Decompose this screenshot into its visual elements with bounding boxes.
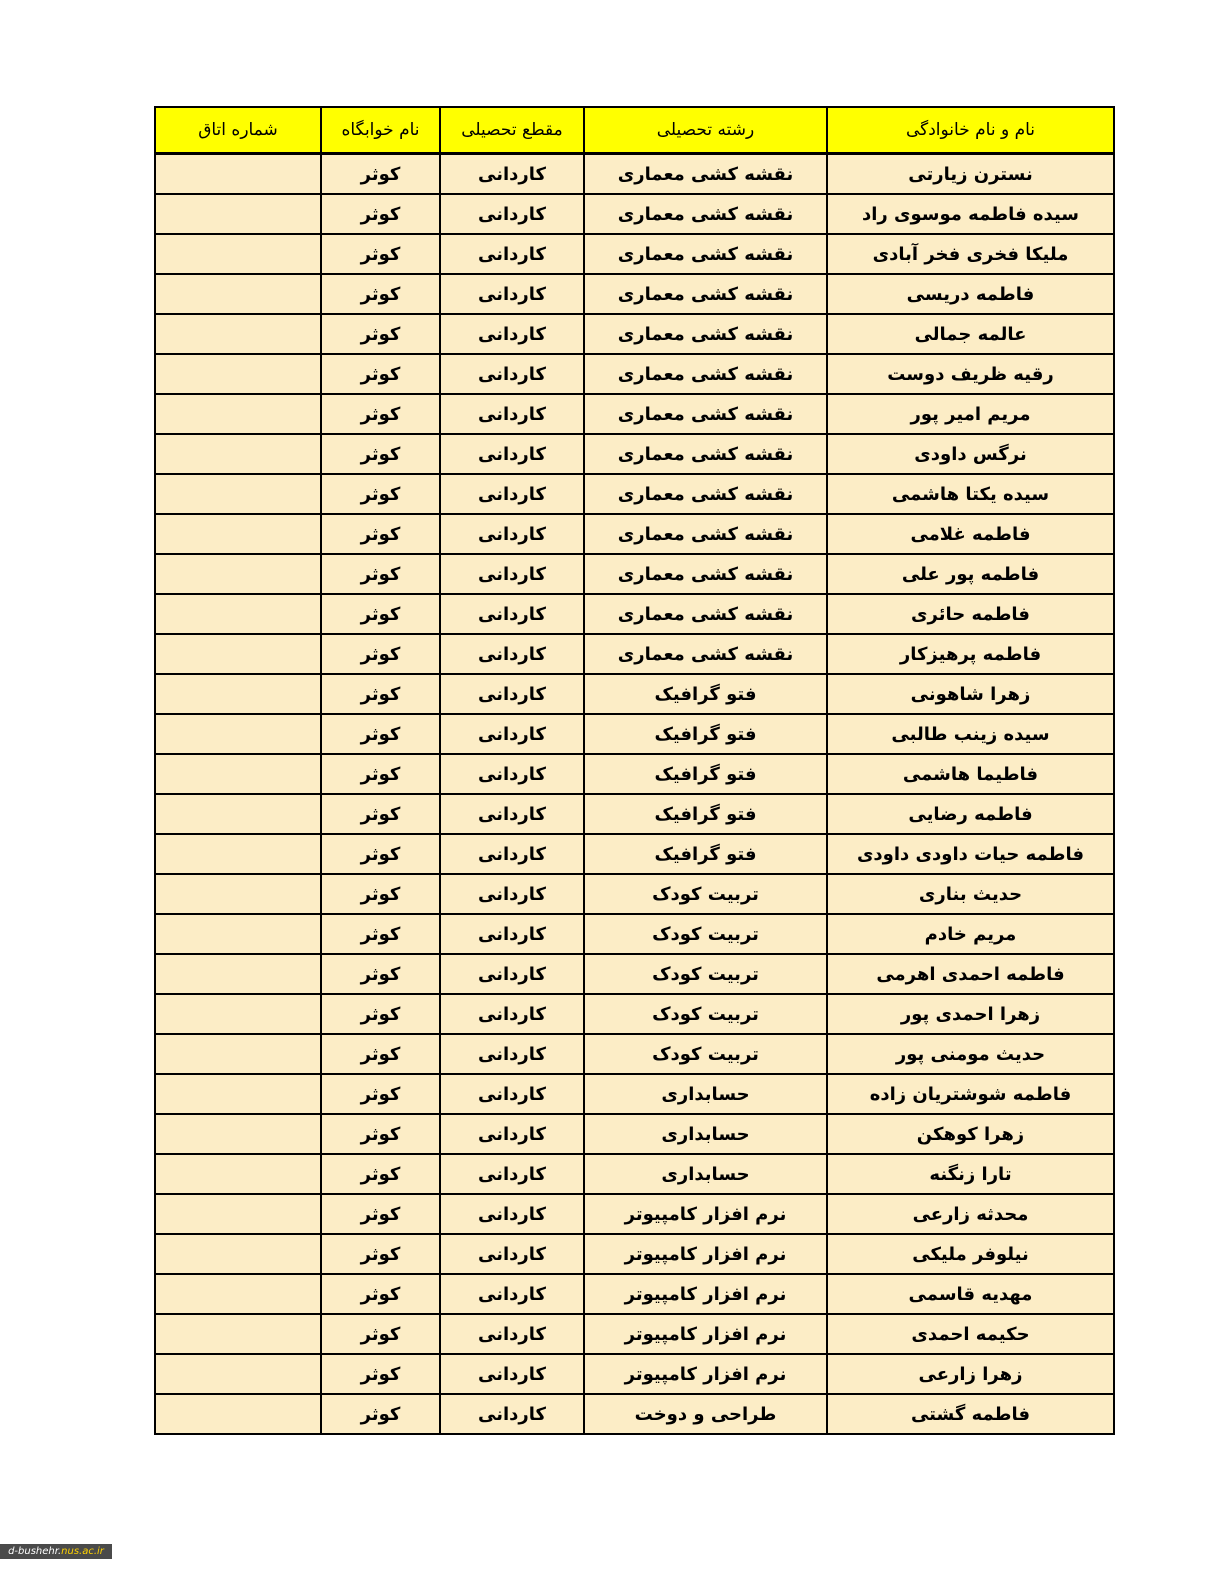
cell-dormitory-name: کوثر (321, 314, 440, 354)
cell-degree-level: کاردانی (440, 674, 584, 714)
cell-room-number (155, 834, 321, 874)
header-degree-level: مقطع تحصیلی (440, 107, 584, 154)
cell-field-of-study: فتو گرافیک (584, 754, 827, 794)
site-domain: nus.ac.ir (61, 1546, 104, 1557)
table-row (155, 474, 1114, 514)
cell-room-number (155, 1154, 321, 1194)
cell-field-of-study: تربیت کودک (584, 1034, 827, 1074)
cell-field-of-study: نرم افزار کامپیوتر (584, 1354, 827, 1394)
cell-degree-level: کاردانی (440, 794, 584, 834)
cell-degree-level: کاردانی (440, 1154, 584, 1194)
table-row (155, 314, 1114, 354)
cell-field-of-study: فتو گرافیک (584, 714, 827, 754)
cell-full-name: حدیث مومنی پور (827, 1034, 1114, 1074)
cell-full-name: سیده زینب طالبی (827, 714, 1114, 754)
cell-dormitory-name: کوثر (321, 274, 440, 314)
cell-room-number (155, 314, 321, 354)
cell-room-number (155, 874, 321, 914)
cell-full-name: فاطمه حائری (827, 594, 1114, 634)
cell-room-number (155, 514, 321, 554)
cell-dormitory-name: کوثر (321, 1394, 440, 1434)
header-dormitory-name: نام خوابگاه (321, 107, 440, 154)
cell-dormitory-name: کوثر (321, 154, 440, 195)
cell-room-number (155, 1074, 321, 1114)
table-header-row (155, 107, 1114, 154)
table-row (155, 434, 1114, 474)
table-row (155, 994, 1114, 1034)
cell-full-name: تارا زنگنه (827, 1154, 1114, 1194)
cell-field-of-study: نقشه کشی معماری (584, 634, 827, 674)
cell-degree-level: کاردانی (440, 834, 584, 874)
table-row (155, 794, 1114, 834)
cell-degree-level: کاردانی (440, 594, 584, 634)
table-row (155, 674, 1114, 714)
cell-full-name: فاطمه رضایی (827, 794, 1114, 834)
table-row (155, 1154, 1114, 1194)
cell-degree-level: کاردانی (440, 1074, 584, 1114)
cell-degree-level: کاردانی (440, 1314, 584, 1354)
table-row (155, 194, 1114, 234)
cell-field-of-study: نقشه کشی معماری (584, 434, 827, 474)
cell-full-name: فاطمه دریسی (827, 274, 1114, 314)
cell-degree-level: کاردانی (440, 554, 584, 594)
cell-field-of-study: فتو گرافیک (584, 794, 827, 834)
cell-field-of-study: نرم افزار کامپیوتر (584, 1274, 827, 1314)
cell-field-of-study: نرم افزار کامپیوتر (584, 1194, 827, 1234)
table-row (155, 234, 1114, 274)
cell-full-name: زهرا کوهکن (827, 1114, 1114, 1154)
cell-degree-level: کاردانی (440, 874, 584, 914)
cell-degree-level: کاردانی (440, 354, 584, 394)
table-row (155, 1354, 1114, 1394)
cell-full-name: فاطمه پرهیزکار (827, 634, 1114, 674)
cell-field-of-study: تربیت کودک (584, 994, 827, 1034)
cell-degree-level: کاردانی (440, 1034, 584, 1074)
cell-full-name: مریم خادم (827, 914, 1114, 954)
cell-degree-level: کاردانی (440, 914, 584, 954)
cell-degree-level: کاردانی (440, 314, 584, 354)
cell-degree-level: کاردانی (440, 1114, 584, 1154)
cell-degree-level: کاردانی (440, 1354, 584, 1394)
cell-dormitory-name: کوثر (321, 834, 440, 874)
cell-dormitory-name: کوثر (321, 714, 440, 754)
cell-dormitory-name: کوثر (321, 754, 440, 794)
cell-room-number (155, 954, 321, 994)
table-row (155, 634, 1114, 674)
cell-room-number (155, 194, 321, 234)
header-full-name: نام و نام خانوادگی (827, 107, 1114, 154)
cell-field-of-study: فتو گرافیک (584, 674, 827, 714)
cell-dormitory-name: کوثر (321, 914, 440, 954)
cell-full-name: زهرا شاهونی (827, 674, 1114, 714)
cell-dormitory-name: کوثر (321, 434, 440, 474)
cell-degree-level: کاردانی (440, 274, 584, 314)
cell-degree-level: کاردانی (440, 954, 584, 994)
cell-dormitory-name: کوثر (321, 994, 440, 1034)
cell-room-number (155, 554, 321, 594)
cell-full-name: نیلوفر ملیکی (827, 1234, 1114, 1274)
table-row (155, 1034, 1114, 1074)
cell-field-of-study: نرم افزار کامپیوتر (584, 1314, 827, 1354)
cell-dormitory-name: کوثر (321, 234, 440, 274)
cell-room-number (155, 354, 321, 394)
cell-degree-level: کاردانی (440, 634, 584, 674)
cell-full-name: مریم امیر پور (827, 394, 1114, 434)
table-row (155, 954, 1114, 994)
cell-dormitory-name: کوثر (321, 1194, 440, 1234)
cell-room-number (155, 1314, 321, 1354)
cell-degree-level: کاردانی (440, 1274, 584, 1314)
cell-degree-level: کاردانی (440, 514, 584, 554)
table-row (155, 514, 1114, 554)
cell-field-of-study: نقشه کشی معماری (584, 474, 827, 514)
cell-degree-level: کاردانی (440, 474, 584, 514)
cell-full-name: ملیکا فخری فخر آبادی (827, 234, 1114, 274)
cell-full-name: زهرا زارعی (827, 1354, 1114, 1394)
cell-room-number (155, 634, 321, 674)
cell-dormitory-name: کوثر (321, 794, 440, 834)
cell-room-number (155, 274, 321, 314)
table-row (155, 154, 1114, 195)
cell-field-of-study: نقشه کشی معماری (584, 234, 827, 274)
table-row (155, 554, 1114, 594)
table-row (155, 1194, 1114, 1234)
cell-room-number (155, 794, 321, 834)
cell-field-of-study: تربیت کودک (584, 954, 827, 994)
cell-field-of-study: نقشه کشی معماری (584, 194, 827, 234)
cell-field-of-study: تربیت کودک (584, 914, 827, 954)
table-row (155, 714, 1114, 754)
cell-room-number (155, 1354, 321, 1394)
dormitory-table (154, 106, 1115, 1435)
cell-field-of-study: نقشه کشی معماری (584, 354, 827, 394)
cell-degree-level: کاردانی (440, 234, 584, 274)
table-row (155, 1114, 1114, 1154)
cell-full-name: حکیمه احمدی (827, 1314, 1114, 1354)
table-row (155, 394, 1114, 434)
table-row (155, 1314, 1114, 1354)
cell-full-name: نسترن زیارتی (827, 154, 1114, 195)
cell-degree-level: کاردانی (440, 994, 584, 1034)
table-row (155, 354, 1114, 394)
cell-dormitory-name: کوثر (321, 594, 440, 634)
cell-room-number (155, 474, 321, 514)
cell-dormitory-name: کوثر (321, 194, 440, 234)
cell-field-of-study: نقشه کشی معماری (584, 514, 827, 554)
cell-room-number (155, 434, 321, 474)
cell-degree-level: کاردانی (440, 434, 584, 474)
cell-full-name: حدیث بناری (827, 874, 1114, 914)
cell-dormitory-name: کوثر (321, 474, 440, 514)
cell-room-number (155, 1034, 321, 1074)
header-room-number: شماره اتاق (155, 107, 321, 154)
cell-dormitory-name: کوثر (321, 1154, 440, 1194)
cell-full-name: فاطمه گشتی (827, 1394, 1114, 1434)
cell-field-of-study: فتو گرافیک (584, 834, 827, 874)
cell-dormitory-name: کوثر (321, 514, 440, 554)
cell-field-of-study: نقشه کشی معماری (584, 274, 827, 314)
cell-full-name: فاطمه احمدی اهرمی (827, 954, 1114, 994)
cell-full-name: مهدیه قاسمی (827, 1274, 1114, 1314)
cell-dormitory-name: کوثر (321, 634, 440, 674)
cell-dormitory-name: کوثر (321, 1114, 440, 1154)
cell-field-of-study: حسابداری (584, 1114, 827, 1154)
table-row (155, 834, 1114, 874)
cell-degree-level: کاردانی (440, 394, 584, 434)
cell-room-number (155, 234, 321, 274)
site-watermark (0, 1544, 112, 1559)
cell-room-number (155, 674, 321, 714)
cell-dormitory-name: کوثر (321, 394, 440, 434)
cell-field-of-study: طراحی و دوخت (584, 1394, 827, 1434)
cell-room-number (155, 154, 321, 195)
header-field-of-study: رشته تحصیلی (584, 107, 827, 154)
table-row (155, 594, 1114, 634)
cell-room-number (155, 1234, 321, 1274)
table-row (155, 754, 1114, 794)
cell-room-number (155, 394, 321, 434)
table-row (155, 1274, 1114, 1314)
table-row (155, 274, 1114, 314)
cell-field-of-study: نقشه کشی معماری (584, 314, 827, 354)
cell-field-of-study: نرم افزار کامپیوتر (584, 1234, 827, 1274)
cell-field-of-study: تربیت کودک (584, 874, 827, 914)
cell-field-of-study: حسابداری (584, 1154, 827, 1194)
cell-field-of-study: نقشه کشی معماری (584, 154, 827, 195)
cell-full-name: نرگس داودی (827, 434, 1114, 474)
cell-degree-level: کاردانی (440, 154, 584, 195)
cell-degree-level: کاردانی (440, 194, 584, 234)
table-row (155, 914, 1114, 954)
cell-dormitory-name: کوثر (321, 1234, 440, 1274)
table-row (155, 1394, 1114, 1434)
cell-full-name: سیده یکتا هاشمی (827, 474, 1114, 514)
cell-full-name: محدثه زارعی (827, 1194, 1114, 1234)
cell-degree-level: کاردانی (440, 754, 584, 794)
cell-full-name: فاطمه شوشتریان زاده (827, 1074, 1114, 1114)
cell-dormitory-name: کوثر (321, 1034, 440, 1074)
cell-full-name: فاطمه حیات داودی داودی (827, 834, 1114, 874)
cell-room-number (155, 714, 321, 754)
cell-room-number (155, 1274, 321, 1314)
cell-dormitory-name: کوثر (321, 1354, 440, 1394)
cell-dormitory-name: کوثر (321, 1274, 440, 1314)
cell-full-name: عالمه جمالی (827, 314, 1114, 354)
cell-room-number (155, 1394, 321, 1434)
cell-dormitory-name: کوثر (321, 1314, 440, 1354)
cell-field-of-study: نقشه کشی معماری (584, 594, 827, 634)
cell-dormitory-name: کوثر (321, 1074, 440, 1114)
cell-dormitory-name: کوثر (321, 874, 440, 914)
cell-room-number (155, 754, 321, 794)
cell-full-name: سیده فاطمه موسوی راد (827, 194, 1114, 234)
cell-degree-level: کاردانی (440, 1234, 584, 1274)
table-body (155, 154, 1114, 1435)
cell-dormitory-name: کوثر (321, 954, 440, 994)
table-row (155, 1234, 1114, 1274)
cell-room-number (155, 1194, 321, 1234)
cell-room-number (155, 594, 321, 634)
table-row (155, 1074, 1114, 1114)
cell-field-of-study: حسابداری (584, 1074, 827, 1114)
site-prefix: d-bushehr. (8, 1546, 62, 1557)
cell-field-of-study: نقشه کشی معماری (584, 554, 827, 594)
cell-full-name: فاطمه غلامی (827, 514, 1114, 554)
cell-full-name: فاطیما هاشمی (827, 754, 1114, 794)
cell-room-number (155, 1114, 321, 1154)
cell-dormitory-name: کوثر (321, 674, 440, 714)
cell-dormitory-name: کوثر (321, 554, 440, 594)
cell-dormitory-name: کوثر (321, 354, 440, 394)
cell-degree-level: کاردانی (440, 1394, 584, 1434)
cell-field-of-study: نقشه کشی معماری (584, 394, 827, 434)
cell-full-name: فاطمه پور علی (827, 554, 1114, 594)
cell-full-name: رقیه ظریف دوست (827, 354, 1114, 394)
cell-degree-level: کاردانی (440, 1194, 584, 1234)
table-row (155, 874, 1114, 914)
cell-full-name: زهرا احمدی پور (827, 994, 1114, 1034)
cell-room-number (155, 994, 321, 1034)
cell-degree-level: کاردانی (440, 714, 584, 754)
cell-room-number (155, 914, 321, 954)
